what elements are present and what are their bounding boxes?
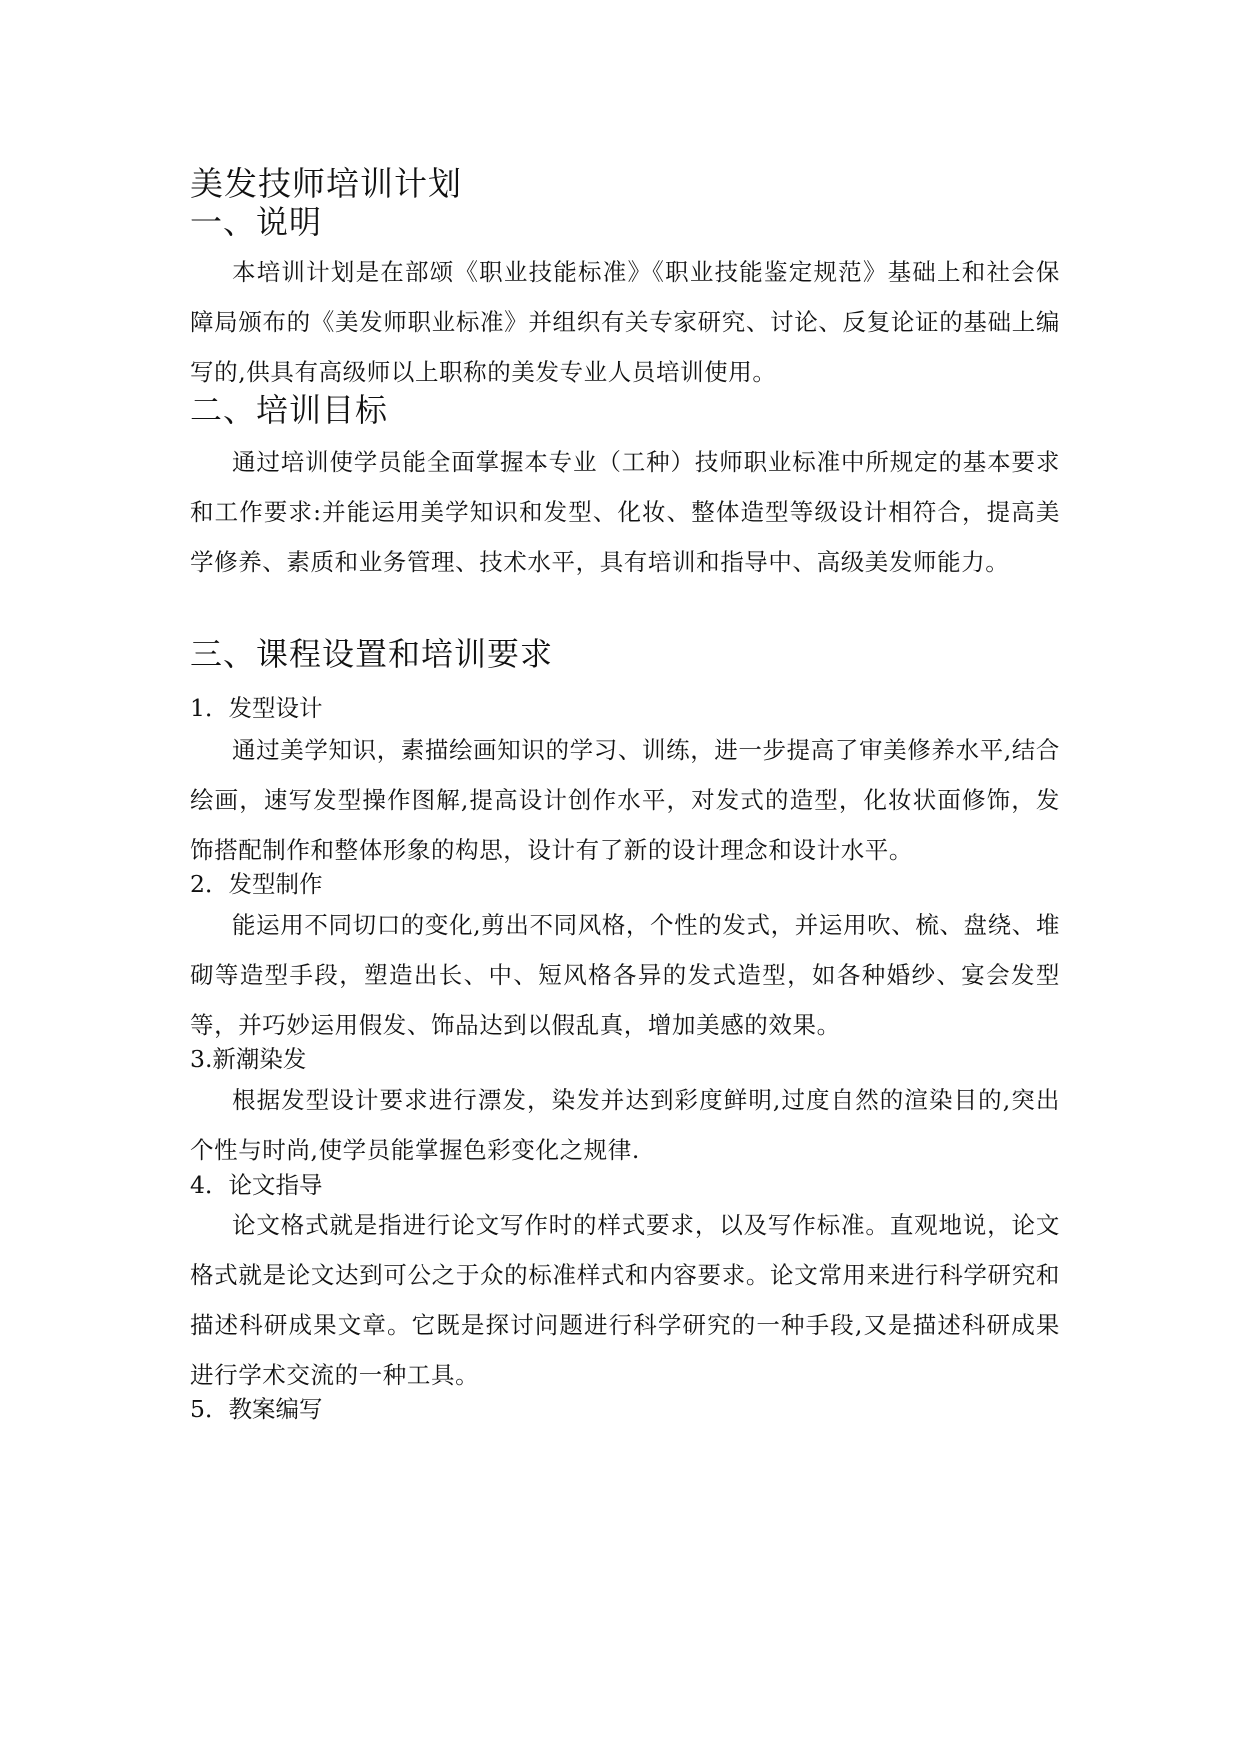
course-text-thesis-guidance: 论文格式就是指进行论文写作时的样式要求，以及写作标准。直观地说，论文格式就是论文达到可公之于众的标准样式和内容要求。论文常用来进行科学研究和描述科研成果文章。它既是探讨问题进行科学研究的一种手段,又是描述科研成果进行学术交流的一种工具。 xyxy=(190,1211,1060,1389)
course-label-lesson-plan: 5．教案编写 xyxy=(190,1395,323,1423)
course-text-hair-styling: 能运用不同切口的变化,剪出不同风格，个性的发式，并运用吹、梳、盘绕、堆砌等造型手段，塑造出长、中、短风格各异的发式造型，如各种婚纱、宴会发型等，并巧妙运用假发、饰品达到以假乱真，增加美感的效果。 xyxy=(190,911,1060,1039)
document-page xyxy=(190,0,1060,1754)
section-heading-curriculum: 三、课程设置和培训要求 xyxy=(190,635,554,673)
section-heading-training-goals: 二、培训目标 xyxy=(190,391,389,429)
course-text-hair-design: 通过美学知识，素描绘画知识的学习、训练，进一步提高了审美修养水平,结合绘画，速写发型操作图解,提高设计创作水平，对发式的造型，化妆状面修饰，发饰搭配制作和整体形象的构思，设计有了新的设计理念和设计水平。 xyxy=(190,736,1060,864)
section-paragraph-explanation: 本培训计划是在部颂《职业技能标准》《职业技能鉴定规范》基础上和社会保障局颁布的《美发师职业标准》并组织有关专家研究、讨论、反复论证的基础上编写的,供具有高级师以上职称的美发专业人员培训使用。 xyxy=(190,258,1060,386)
document-title: 美发技师培训计划 xyxy=(190,164,462,203)
course-text-hair-coloring: 根据发型设计要求进行漂发，染发并达到彩度鲜明,过度自然的渲染目的,突出个性与时尚,使学员能掌握色彩变化之规律. xyxy=(190,1086,1060,1164)
course-label-thesis-guidance: 4．论文指导 xyxy=(190,1171,323,1199)
section-paragraph-training-goals: 通过培训使学员能全面掌握本专业（工种）技师职业标准中所规定的基本要求和工作要求:并能运用美学知识和发型、化妆、整体造型等级设计相符合，提高美学修养、素质和业务管理、技术水平，具有培训和指导中、高级美发师能力。 xyxy=(190,448,1060,576)
course-label-hair-styling: 2．发型制作 xyxy=(190,870,323,898)
course-label-hair-design: 1．发型设计 xyxy=(190,694,323,722)
course-label-hair-coloring: 3.新潮染发 xyxy=(190,1045,307,1073)
section-heading-explanation: 一、说明 xyxy=(190,203,323,241)
